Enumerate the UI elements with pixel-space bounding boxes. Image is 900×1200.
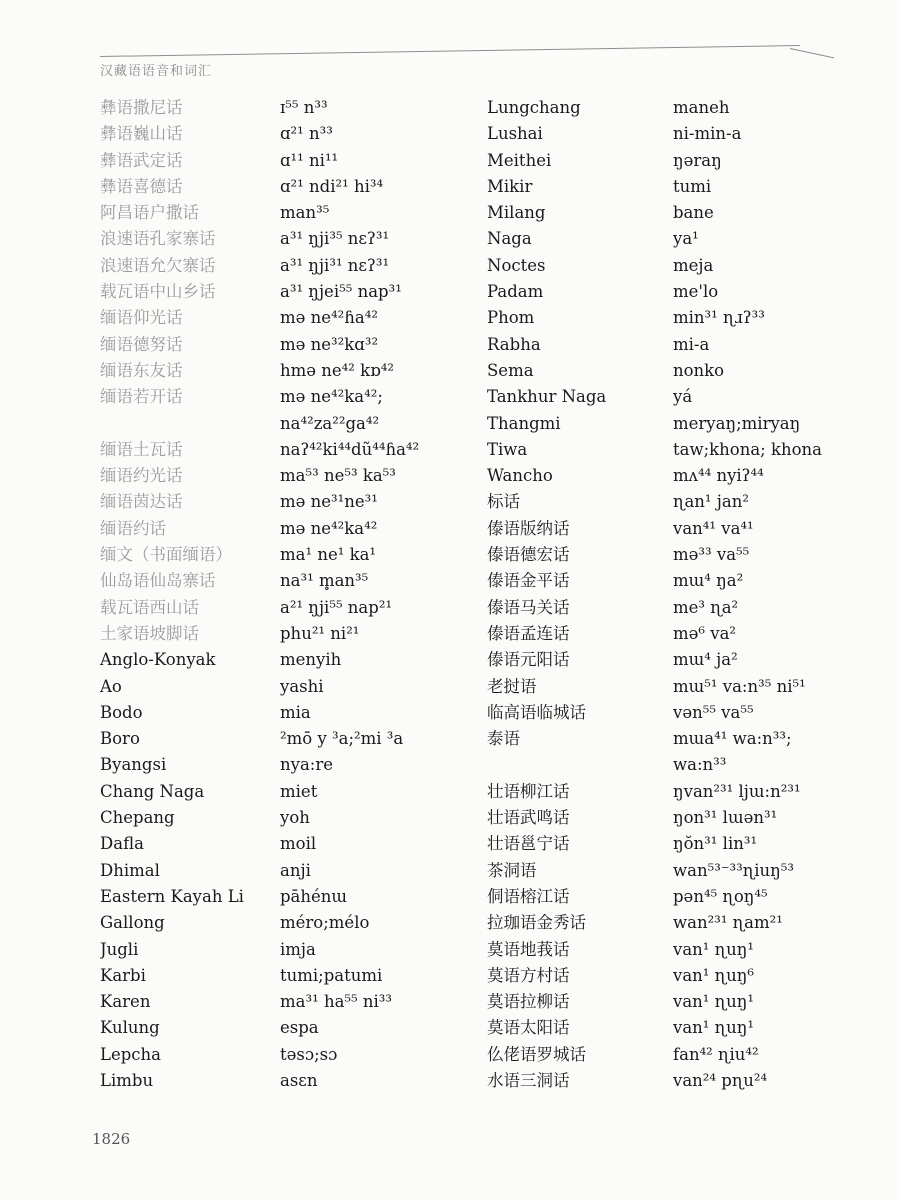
left-terms-column xyxy=(100,95,280,1094)
form-entry: pāhénɯ xyxy=(280,886,348,906)
term-entry: 壮语武鸣话 xyxy=(487,808,570,828)
form-entry: meryaŋ;miryaŋ xyxy=(673,413,801,433)
term-entry: 傣语版纳话 xyxy=(487,518,570,538)
term-entry: 傣语德宏话 xyxy=(487,545,570,565)
form-entry: a²¹ ŋji⁵⁵ nap²¹ xyxy=(280,597,393,617)
term-entry: Chepang xyxy=(100,808,175,828)
term-entry: 傣语孟连话 xyxy=(487,623,570,643)
form-entry: moil xyxy=(280,834,317,854)
term-entry: 壮语柳江话 xyxy=(487,781,570,801)
form-entry: min³¹ ɳɹʔ³³ xyxy=(673,308,765,328)
form-entry: nonko xyxy=(673,360,725,380)
form-entry: man³⁵ xyxy=(280,203,330,223)
term-entry: Gallong xyxy=(100,913,165,933)
term-entry: 载瓦语中山乡话 xyxy=(100,282,216,302)
term-entry: Chang Naga xyxy=(100,781,205,801)
form-entry: fan⁴² ɳiu⁴² xyxy=(673,1044,759,1064)
form-entry: van⁴¹ va⁴¹ xyxy=(673,518,754,538)
form-entry: pən⁴⁵ ɳoŋ⁴⁵ xyxy=(673,886,768,906)
form-entry: mi-a xyxy=(673,334,710,354)
form-entry: van¹ ɳuŋ¹ xyxy=(673,1018,754,1038)
term-entry: 缅语若开话 xyxy=(100,387,183,407)
term-entry: Tankhur Naga xyxy=(487,387,607,407)
term-entry: Bodo xyxy=(100,702,143,722)
form-entry: bane xyxy=(673,203,714,223)
form-entry: van¹ ɳuŋ¹ xyxy=(673,992,754,1012)
form-entry: mə ne⁴²ka⁴² xyxy=(280,518,378,538)
term-entry: 缅语德努话 xyxy=(100,334,183,354)
term-entry: 缅语土瓦话 xyxy=(100,439,183,459)
term-entry: Dafla xyxy=(100,834,144,854)
form-entry: ɪ⁵⁵ n³³ xyxy=(280,98,328,117)
form-entry: espa xyxy=(280,1018,319,1038)
term-entry: Noctes xyxy=(487,255,546,275)
form-entry: ŋon³¹ lɯən³¹ xyxy=(673,808,778,828)
term-entry: Lungchang xyxy=(487,98,581,117)
form-entry: təsɔ;sɔ xyxy=(280,1044,338,1064)
term-entry: 载瓦语西山话 xyxy=(100,597,199,617)
term-entry: Tiwa xyxy=(487,439,528,459)
term-entry: Thangmi xyxy=(487,413,561,433)
left-forms-column xyxy=(280,95,485,1094)
form-entry: mʌ⁴⁴ nyiʔ⁴⁴ xyxy=(673,466,764,486)
term-entry: Limbu xyxy=(100,1070,154,1090)
form-entry: tumi xyxy=(673,176,712,196)
term-entry: Kulung xyxy=(100,1018,160,1038)
term-entry: 彝语喜德话 xyxy=(100,176,183,196)
term-entry: Milang xyxy=(487,203,546,223)
term-entry: Jugli xyxy=(100,939,139,959)
form-entry: mə ne³¹ne³¹ xyxy=(280,492,378,512)
term-entry: Karen xyxy=(100,992,151,1012)
form-entry: wan⁵³⁻³³ɳiuŋ⁵³ xyxy=(673,860,794,880)
term-entry: 仫佬语罗城话 xyxy=(487,1044,586,1064)
form-entry: tumi;patumi xyxy=(280,965,383,985)
term-entry: Meithei xyxy=(487,150,552,170)
term-entry: Boro xyxy=(100,729,140,749)
form-entry: mia xyxy=(280,702,311,722)
right-forms-column xyxy=(673,95,873,1094)
term-entry: 茶洞语 xyxy=(487,860,537,880)
term-entry: 浪速语允欠寨话 xyxy=(100,255,216,275)
form-entry: méro;mélo xyxy=(280,913,370,933)
form-entry: vən⁵⁵ va⁵⁵ xyxy=(673,702,754,722)
form-entry: ya¹ xyxy=(673,229,699,249)
form-entry: naʔ⁴²ki⁴⁴dũ⁴⁴ɦa⁴² xyxy=(280,439,420,459)
term-entry: Karbi xyxy=(100,965,146,985)
term-entry: Lushai xyxy=(487,124,543,144)
form-entry: miet xyxy=(280,781,318,801)
form-entry: ɑ²¹ ndi²¹ hi³⁴ xyxy=(280,176,384,196)
form-entry: mɯ⁵¹ va:n³⁵ ni⁵¹ xyxy=(673,676,806,696)
form-entry: wa:n³³ xyxy=(673,755,727,775)
form-entry: ni-min-a xyxy=(673,124,742,144)
term-entry: 缅语约话 xyxy=(100,518,166,538)
term-entry: 彝语撒尼话 xyxy=(100,98,183,117)
form-entry: a³¹ ŋjei⁵⁵ nap³¹ xyxy=(280,282,402,302)
term-entry: Byangsi xyxy=(100,755,167,775)
form-entry: ŋŏn³¹ lin³¹ xyxy=(673,834,758,854)
term-entry: 彝语巍山话 xyxy=(100,124,183,144)
term-entry: Anglo-Konyak xyxy=(100,650,216,670)
term-entry: 缅语茵达话 xyxy=(100,492,183,512)
form-entry: yoh xyxy=(280,808,310,828)
term-entry: Ao xyxy=(100,676,122,696)
form-entry: van²⁴ pɳu²⁴ xyxy=(673,1070,768,1090)
term-entry: 缅文（书面缅语） xyxy=(100,545,232,565)
term-entry: Mikir xyxy=(487,176,533,196)
term-entry: 拉珈语金秀话 xyxy=(487,913,586,933)
page-number: 1826 xyxy=(92,1130,131,1148)
term-entry: 莫语拉柳话 xyxy=(487,992,570,1012)
term-entry: 阿昌语户撒话 xyxy=(100,203,199,223)
right-terms-column xyxy=(487,95,672,1094)
term-entry: 缅语约光话 xyxy=(100,466,183,486)
term-entry: 浪速语孔家寨话 xyxy=(100,229,216,249)
form-entry: asɛn xyxy=(280,1070,318,1090)
form-entry: yá xyxy=(673,387,693,407)
form-entry: ma⁵³ ne⁵³ ka⁵³ xyxy=(280,466,396,486)
form-entry: hmə ne⁴² kɒ⁴² xyxy=(280,360,394,380)
form-entry: ɳan¹ jan² xyxy=(673,492,749,512)
term-entry: Phom xyxy=(487,308,535,328)
term-entry: Rabha xyxy=(487,334,541,354)
term-entry: 壮语邕宁话 xyxy=(487,834,570,854)
term-entry: Eastern Kayah Li xyxy=(100,886,244,906)
term-entry: Naga xyxy=(487,229,532,249)
term-entry: 莫语方村话 xyxy=(487,965,570,985)
form-entry: mə ne³²kɑ³² xyxy=(280,334,379,354)
form-entry: taw;khona; khona xyxy=(673,439,822,459)
term-entry: Sema xyxy=(487,360,534,380)
term-entry: 侗语榕江话 xyxy=(487,886,570,906)
term-entry: 莫语地莪话 xyxy=(487,939,570,959)
term-entry: 傣语元阳话 xyxy=(487,650,570,670)
header-rule xyxy=(100,45,800,57)
term-entry: Padam xyxy=(487,282,544,302)
form-entry: meja xyxy=(673,255,714,275)
form-entry: mə ne⁴²ɦa⁴² xyxy=(280,308,378,328)
term-entry: Dhimal xyxy=(100,860,160,880)
form-entry: me³ ɳa² xyxy=(673,597,739,617)
term-entry: 傣语金平话 xyxy=(487,571,570,591)
form-entry: ɑ²¹ n³³ xyxy=(280,124,333,144)
form-entry: van¹ ɳuŋ⁶ xyxy=(673,965,754,985)
form-entry: imja xyxy=(280,939,316,959)
form-entry: ɑ¹¹ ni¹¹ xyxy=(280,150,339,170)
form-entry: me'lo xyxy=(673,282,719,302)
form-entry: a³¹ ŋji³⁵ nɛʔ³¹ xyxy=(280,229,390,249)
form-entry: maneh xyxy=(673,98,730,117)
form-entry: ŋəraŋ xyxy=(673,150,722,170)
term-entry: 老挝语 xyxy=(487,676,537,696)
term-entry: 土家语坡脚话 xyxy=(100,623,199,643)
term-entry: 泰语 xyxy=(487,729,520,749)
term-entry: 临高语临城话 xyxy=(487,702,586,722)
running-header: 汉藏语语音和词汇 xyxy=(100,64,213,79)
term-entry: Wancho xyxy=(487,466,553,486)
term-entry: 水语三洞话 xyxy=(487,1070,570,1090)
term-entry xyxy=(487,752,672,778)
form-entry: ma¹ ne¹ ka¹ xyxy=(280,545,377,565)
term-entry xyxy=(100,411,280,437)
term-entry: Lepcha xyxy=(100,1044,161,1064)
term-entry: 仙岛语仙岛寨话 xyxy=(100,571,216,591)
term-entry: 傣语马关话 xyxy=(487,597,570,617)
form-entry: mə⁶ va² xyxy=(673,623,737,643)
term-entry: 缅语东友话 xyxy=(100,360,183,380)
form-entry: mɯ⁴ ja² xyxy=(673,650,738,670)
term-entry: 莫语太阳话 xyxy=(487,1018,570,1038)
header-rule-curve xyxy=(790,48,834,58)
form-entry: phu²¹ ni²¹ xyxy=(280,623,360,643)
form-entry: ŋvan²³¹ ljɯ:n²³¹ xyxy=(673,781,801,801)
form-entry: na³¹ m̥an³⁵ xyxy=(280,571,369,591)
term-entry: 彝语武定话 xyxy=(100,150,183,170)
form-entry: mɯa⁴¹ wa:n³³; xyxy=(673,729,792,749)
form-entry: mə ne⁴²ka⁴²; xyxy=(280,387,383,407)
form-entry: ma³¹ ha⁵⁵ ni³³ xyxy=(280,992,393,1012)
form-entry: yashi xyxy=(280,676,324,696)
form-entry: ²mō y ³a;²mi ³a xyxy=(280,729,404,749)
term-entry: 标话 xyxy=(487,492,520,512)
form-entry: van¹ ɳuŋ¹ xyxy=(673,939,754,959)
form-entry: anji xyxy=(280,860,311,880)
form-entry: a³¹ ŋji³¹ nɛʔ³¹ xyxy=(280,255,390,275)
form-entry: na⁴²za²²ga⁴² xyxy=(280,413,380,433)
term-entry: 缅语仰光话 xyxy=(100,308,183,328)
form-entry: nya:re xyxy=(280,755,333,775)
form-entry: menyih xyxy=(280,650,342,670)
form-entry: wan²³¹ ɳam²¹ xyxy=(673,913,783,933)
form-entry: mɯ⁴ ŋa² xyxy=(673,571,744,591)
form-entry: mə³³ va⁵⁵ xyxy=(673,545,750,565)
